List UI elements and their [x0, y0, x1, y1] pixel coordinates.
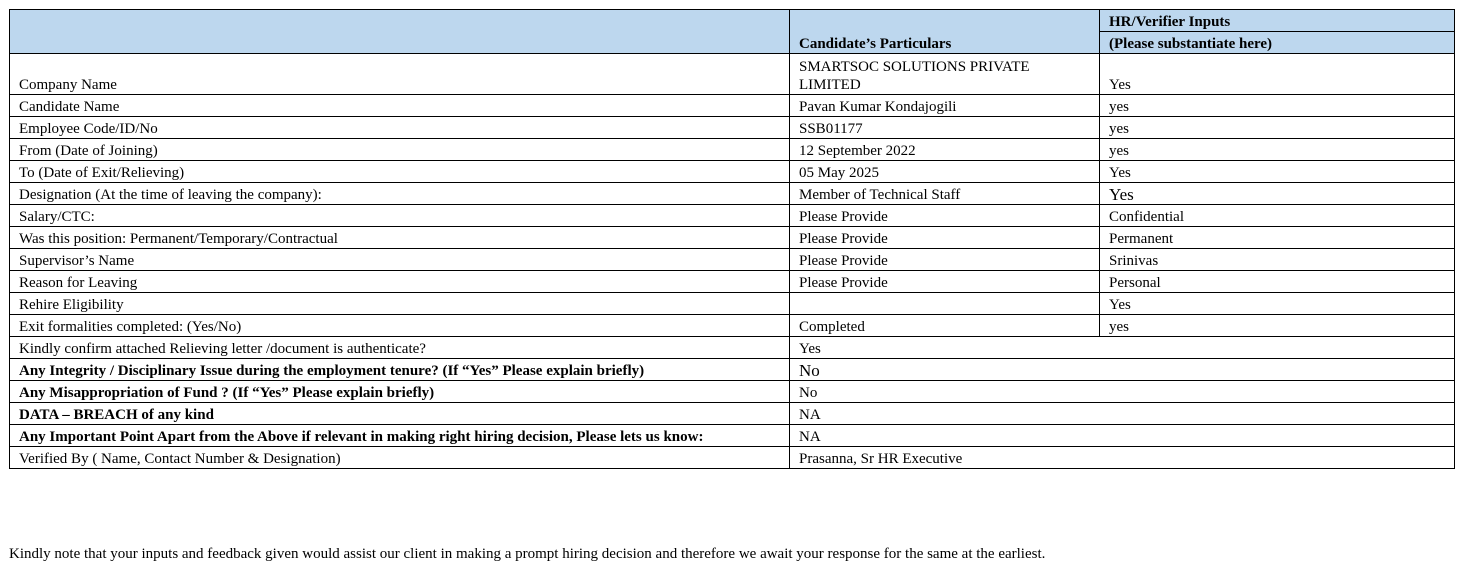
row-label: Reason for Leaving [10, 271, 790, 293]
row-candidate-value: SMARTSOC SOLUTIONS PRIVATE LIMITED [790, 54, 1100, 95]
verification-table [9, 9, 1455, 469]
row-hr-value: Permanent [1100, 227, 1455, 249]
row-label: To (Date of Exit/Relieving) [10, 161, 790, 183]
table-row-important-point [10, 425, 1455, 447]
table-row-salary [10, 205, 1455, 227]
table-row-company-name [10, 54, 1455, 95]
table-row-rehire-eligibility [10, 293, 1455, 315]
row-label: From (Date of Joining) [10, 139, 790, 161]
table-row-date-of-exit [10, 161, 1455, 183]
row-candidate-value: Please Provide [790, 271, 1100, 293]
row-value: Prasanna, Sr HR Executive [790, 447, 1455, 469]
row-hr-value: yes [1100, 139, 1455, 161]
header-label-cell [10, 10, 790, 54]
row-hr-value: Personal [1100, 271, 1455, 293]
row-hr-value: Yes [1100, 183, 1455, 205]
row-candidate-value: Please Provide [790, 249, 1100, 271]
table-row-designation [10, 183, 1455, 205]
row-hr-value: Confidential [1100, 205, 1455, 227]
row-label: Was this position: Permanent/Temporary/Contractual [10, 227, 790, 249]
row-label: Exit formalities completed: (Yes/No) [10, 315, 790, 337]
table-row-employee-code [10, 117, 1455, 139]
row-hr-value: yes [1100, 95, 1455, 117]
row-candidate-value: SSB01177 [790, 117, 1100, 139]
row-label: Company Name [10, 54, 790, 95]
row-label: Supervisor’s Name [10, 249, 790, 271]
row-hr-value: Yes [1100, 54, 1455, 95]
table-row-reason-for-leaving [10, 271, 1455, 293]
row-candidate-value: Completed [790, 315, 1100, 337]
table-row-data-breach [10, 403, 1455, 425]
row-candidate-value: 05 May 2025 [790, 161, 1100, 183]
row-label: Kindly confirm attached Relieving letter /document is authenticate? [10, 337, 790, 359]
row-hr-value: Yes [1100, 293, 1455, 315]
row-label: Verified By ( Name, Contact Number & Designation) [10, 447, 790, 469]
table-row-supervisor [10, 249, 1455, 271]
row-hr-value: Yes [1100, 161, 1455, 183]
row-candidate-value: Please Provide [790, 227, 1100, 249]
row-label: Candidate Name [10, 95, 790, 117]
row-hr-value: Srinivas [1100, 249, 1455, 271]
row-label: Designation (At the time of leaving the company): [10, 183, 790, 205]
row-label: Any Integrity / Disciplinary Issue during the employment tenure? (If “Yes” Please explain briefly) [10, 359, 790, 381]
row-candidate-value: Member of Technical Staff [790, 183, 1100, 205]
table-row-position-type [10, 227, 1455, 249]
row-label: DATA – BREACH of any kind [10, 403, 790, 425]
row-label: Salary/CTC: [10, 205, 790, 227]
header-hr-verifier-inputs: HR/Verifier Inputs [1100, 10, 1455, 32]
row-hr-value: yes [1100, 315, 1455, 337]
row-value: NA [790, 425, 1455, 447]
table-row-misappropriation [10, 381, 1455, 403]
table-row-relieving-letter [10, 337, 1455, 359]
row-label: Any Important Point Apart from the Above if relevant in making right hiring decision, Please lets us know: [10, 425, 790, 447]
row-value: No [790, 359, 1455, 381]
row-value: No [790, 381, 1455, 403]
table-row-exit-formalities [10, 315, 1455, 337]
row-value: NA [790, 403, 1455, 425]
row-value: Yes [790, 337, 1455, 359]
table-row-date-of-joining [10, 139, 1455, 161]
row-candidate-value: Please Provide [790, 205, 1100, 227]
row-candidate-value: Pavan Kumar Kondajogili [790, 95, 1100, 117]
table-row-candidate-name [10, 95, 1455, 117]
footer-note: Kindly note that your inputs and feedback given would assist our client in making a prompt hiring decision and therefore we await your response for the same at the earliest. [9, 546, 1046, 562]
row-candidate-value [790, 293, 1100, 315]
row-hr-value: yes [1100, 117, 1455, 139]
table-row-verified-by [10, 447, 1455, 469]
header-please-substantiate: (Please substantiate here) [1100, 32, 1455, 54]
header-row-1 [10, 10, 1455, 32]
row-label: Rehire Eligibility [10, 293, 790, 315]
row-label: Employee Code/ID/No [10, 117, 790, 139]
table-row-integrity-issue [10, 359, 1455, 381]
row-label: Any Misappropriation of Fund ? (If “Yes” Please explain briefly) [10, 381, 790, 403]
row-candidate-value: 12 September 2022 [790, 139, 1100, 161]
header-candidate-particulars: Candidate’s Particulars [790, 10, 1100, 54]
